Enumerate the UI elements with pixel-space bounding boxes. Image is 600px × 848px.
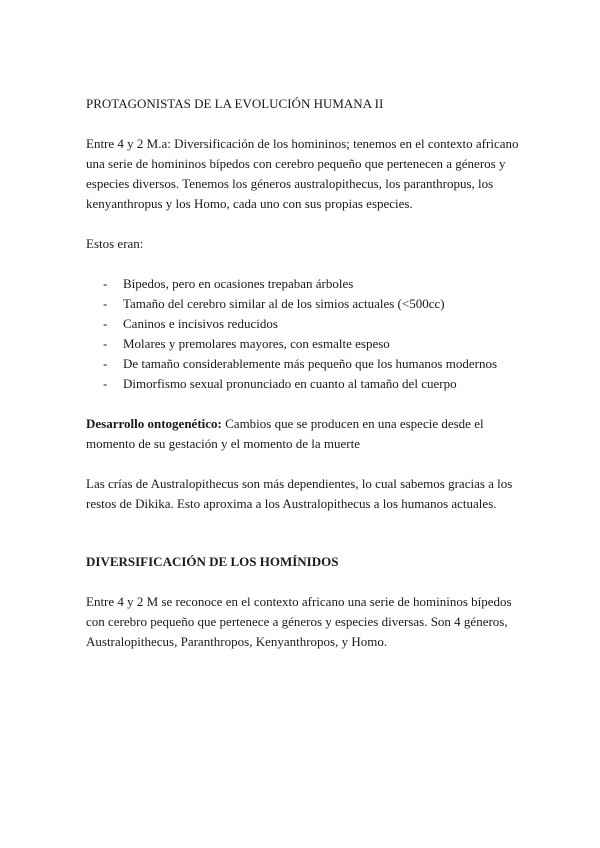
- list-item: [86, 314, 526, 334]
- ontogenetic-paragraph: [86, 414, 526, 454]
- list-item: [86, 374, 526, 394]
- list-item-text: Dimorfismo sexual pronunciado en cuanto al tamaño del cuerpo: [123, 376, 457, 391]
- list-item-text: Bípedos, pero en ocasiones trepaban árboles: [123, 276, 354, 291]
- list-item-text: Tamaño del cerebro similar al de los simios actuales (<500cc): [123, 296, 445, 311]
- section-heading: DIVERSIFICACIÓN DE LOS HOMÍNIDOS: [86, 554, 339, 569]
- list-dash: -: [103, 296, 108, 311]
- list-item: [86, 354, 526, 374]
- list-intro: Estos eran:: [86, 236, 144, 251]
- ontogenetic-term: Desarrollo ontogenético:: [86, 416, 222, 431]
- section-paragraph: Entre 4 y 2 M se reconoce en el contexto africano una serie de homininos bípedos con cerebro pequeño que pertenece a géneros y especies diversas. Son 4 géneros, Australopithecus, Paranthropos, Kenyanthropos, y Homo.: [86, 594, 512, 649]
- list-dash: -: [103, 316, 108, 331]
- list-item-text: De tamaño considerablemente más pequeño que los humanos modernos: [123, 356, 498, 371]
- dikika-paragraph: Las crías de Australopithecus son más dependientes, lo cual sabemos gracias a los restos de Dikika. Esto aproxima a los Australopithecus a los humanos actuales.: [86, 476, 513, 511]
- document-page: [86, 94, 526, 672]
- list-item: [86, 294, 526, 314]
- document-title: PROTAGONISTAS DE LA EVOLUCIÓN HUMANA II: [86, 96, 384, 111]
- traits-list: [86, 274, 526, 394]
- ontogenetic-definition: Cambios que se producen en una especie desde el momento de su gestación y el momento de la muerte: [86, 416, 484, 451]
- list-item: [86, 334, 526, 354]
- list-dash: -: [103, 376, 108, 391]
- list-item-text: Molares y premolares mayores, con esmalte espeso: [123, 336, 390, 351]
- list-dash: -: [103, 276, 108, 291]
- list-dash: -: [103, 356, 108, 371]
- intro-paragraph: Entre 4 y 2 M.a: Diversificación de los homininos; tenemos en el contexto africano una serie de homininos bípedos con cerebro pequeño que pertenecen a géneros y especies diversos. Tenemos los géneros australopithecus, los paranthropus, los kenyanthropus y los Homo, cada uno con sus propias especies.: [86, 136, 519, 211]
- list-dash: -: [103, 336, 108, 351]
- list-item: [86, 274, 526, 294]
- list-item-text: Caninos e incisivos reducidos: [123, 316, 278, 331]
